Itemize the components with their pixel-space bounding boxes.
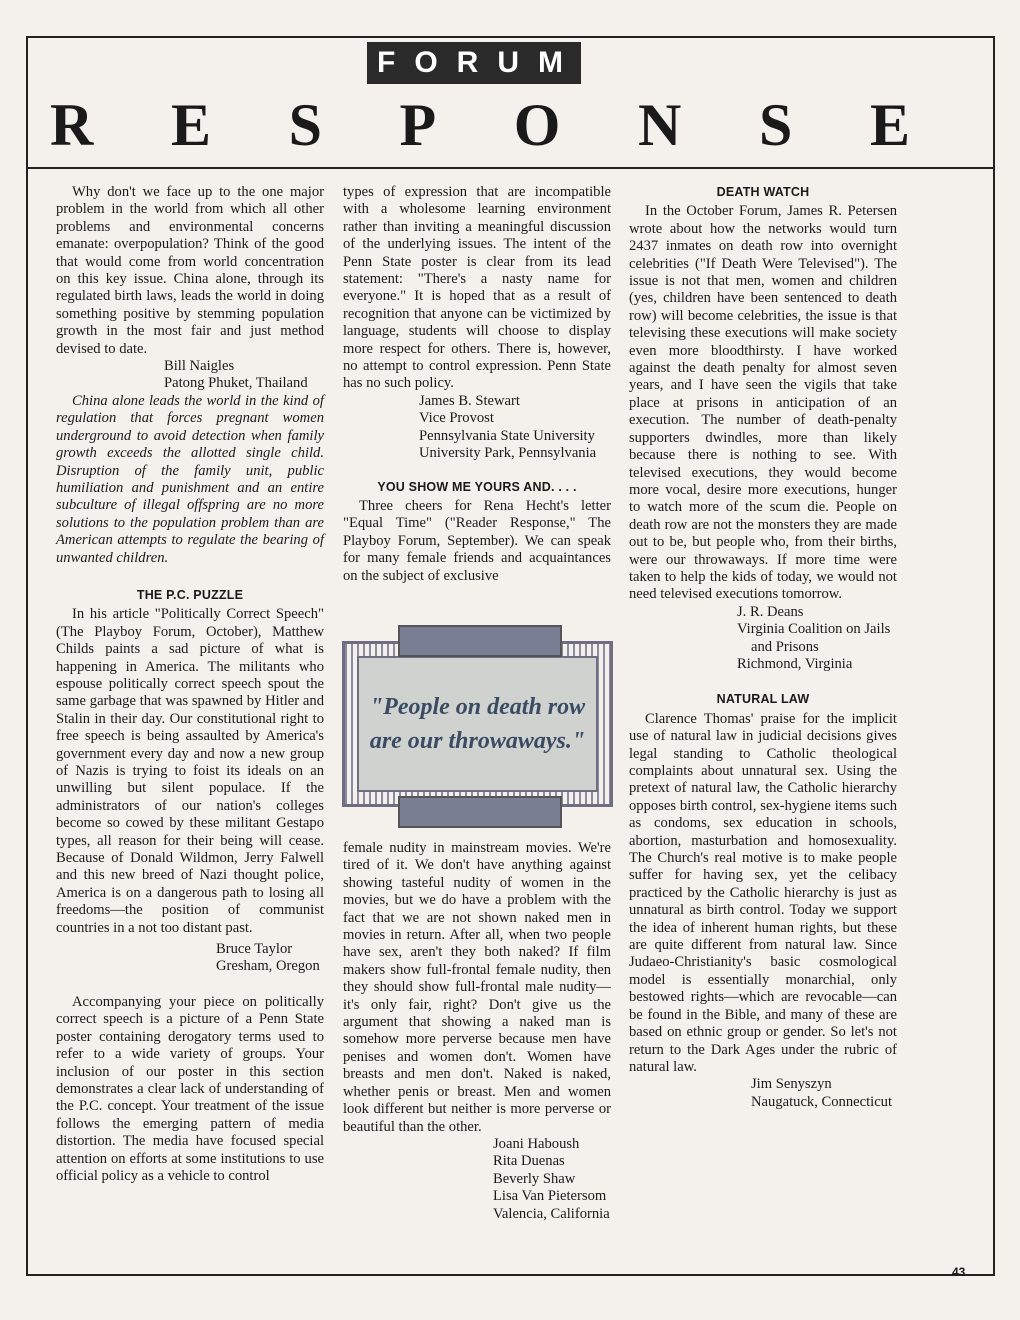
heading-letter: O	[513, 92, 561, 158]
heading-letter: S	[758, 92, 793, 158]
letter-paragraph: Why don't we face up to the one major problem in the world from which all other problems and environmental concerns emanate: overpopulation? Think of the good that would come from world concentration on this key issue. China alone, through its regulated birth laws, leads the world in doing something positive by stemming population growth in the most fair and just method devised to date.	[56, 184, 324, 357]
signature-place: Naugatuck, Connecticut	[751, 1093, 893, 1110]
signature-name: Bruce Taylor	[216, 941, 293, 958]
signature-line: and Prisons	[751, 638, 819, 655]
signature-line: Pennsylvania State University	[419, 427, 595, 444]
heading-letter: S	[288, 92, 322, 158]
section-heading: THE P.C. PUZZLE	[136, 587, 244, 602]
header-rule	[28, 167, 993, 169]
section-heading: YOU SHOW ME YOURS AND. . . .	[377, 479, 577, 494]
signature-name: Bill Naigles	[164, 358, 235, 375]
heading-letter: E	[170, 92, 211, 158]
decorative-tab	[398, 796, 562, 828]
pull-quote-box	[342, 623, 613, 807]
pull-quote-border	[342, 641, 613, 807]
response-heading	[50, 90, 910, 160]
letter-paragraph: Accompanying your piece on politically correct speech is a picture of a Penn State poster containing derogatory terms used to refer to a wide variety of groups. Your inclusion of our poster in this section demonstrates a clear lack of understanding of the P.C. concept. Your treatment of the issue follows the emerging pattern of media distortion. The media have focused special attention on efforts at some institutions to use official policy as a vehicle to control	[56, 993, 324, 1184]
signature-line: J. R. Deans	[737, 603, 804, 620]
signature-line: Vice Provost	[419, 410, 494, 427]
signature-line: Joani Haboush	[493, 1135, 580, 1152]
signature-place: Patong Phuket, Thailand	[164, 375, 308, 392]
letter-paragraph: female nudity in mainstream movies. We're tired of it. We don't have anything against showing tasteful nudity of women in the movies, but we do have a problem with the fact that we are not shown naked men in movies in return. After all, when two people have sex, aren't they both naked? If film makers show full-frontal female nudity, then they should show full-frontal male nudity—it's only fair, right? Don't give us the argument that showing a naked man is somehow more perverse because men have penises and women don't. Women have breasts and men don't. Naked is naked, whether penis or breast. Men and women look different but neither is more perverse or beautiful than the other.	[343, 840, 611, 1135]
page-number: 43	[952, 1265, 966, 1279]
decorative-tab	[398, 625, 562, 657]
letter-paragraph: Three cheers for Rena Hecht's letter "Equal Time" ("Reader Response," The Playboy Forum, September). We can speak for many female friends and acquaintances on the subject of exclusive	[343, 497, 611, 584]
letter-paragraph: In his article "Politically Correct Speech" (The Playboy Forum, October), Matthew Childs paints a sad picture of what is happening in America. The militants who espouse politically correct speech spout the same garbage that was spawned by Hitler and Stalin in their day. Our constitutional right to free speech is being assaulted by America's government every day and now a new group of Nazis is trying to foist its ideals on an unwilling but silent populace. If the administrators of our nation's colleges become so cowed by these militant Gestapo types, all reason for their being will cease. Because of Donald Wildmon, Jerry Falwell and this new breed of Nazi thought police, America is on a dangerous path to losing all freedoms—the position of communist countries in a not too distant past.	[56, 606, 324, 936]
pull-quote-text: "People on death row are our throwaways."	[357, 656, 598, 792]
section-heading: DEATH WATCH	[716, 185, 810, 199]
column-3	[629, 184, 897, 1111]
heading-letter: N	[638, 92, 682, 158]
signature-line: Valencia, California	[493, 1205, 610, 1222]
letter-paragraph: types of expression that are incompatible with a wholesome learning environment rather than inviting a meaningful discussion of the underlying issues. The intent of the Penn State poster is clear from its lead statement: "There's a nasty name for everyone." It is hoped that as a result of recognition that anyone can be victimized by language, students will choose to display more respect for others. There is, however, no attempt to control expression. Penn State has no such policy.	[343, 184, 611, 392]
forum-label: FORUM	[367, 42, 581, 84]
signature-line: Virginia Coalition on Jails	[737, 621, 891, 638]
heading-letter: P	[399, 92, 437, 158]
signature-line: University Park, Pennsylvania	[419, 445, 597, 462]
column-2-bottom	[343, 840, 611, 1223]
editor-reply: China alone leads the world in the kind of regulation that forces pregnant women underground to avoid detection when family growth exceeds the allotted single child. Disruption of the family unit, public humiliation and punishment and an entire subculture of illegal offspring are no more solutions to the population problem than are American attempts to regulate the bearing of unwanted children.	[56, 392, 324, 566]
column-1	[56, 184, 324, 1185]
letter-paragraph: Clarence Thomas' praise for the implicit use of natural law in judicial decisions gives legal standing to Catholic theological complaints about unnatural sex. Using the pretext of natural law, the Catholic hierarchy opposes birth control, sex-hygiene items such as condoms, sex education in schools, abortion, masturbation and homosexuality. The Church's real motive is to make people suffer for having sex, yet the celibacy practiced by the Catholic hierarchy is just as unnatural as birth control. Today we support the idea of inherent human rights, but these are quite different from natural law. Since Judaeo-Christianity's basic cosmological model is essentially monarchial, only bestowed rights—which are revocable—can be found in the Bible, and many of these are based on ethnic group or gender. So let's not return to the Dark Ages under the rubric of natural law.	[629, 710, 897, 1075]
signature-line: Rita Duenas	[493, 1153, 565, 1170]
signature-line: Beverly Shaw	[493, 1170, 576, 1187]
letter-paragraph: In the October Forum, James R. Petersen wrote about how the networks would turn 2437 inmates on death row into overnight celebrities ("If Death Were Televised"). The issue is not that men, women and children (yes, children have been sentenced to death row) will become celebrities, the issue is that televising these executions will make society even more bloodthirsty. I have worked against the death penalty for almost seven years, and I have seen the vigils that take place at prisons in anticipation of an execution. The number of death-penalty supporters dwindles, more than likely because there is nothing to see. With televised executions, they would become more vocal, desire more executions, hunger to watch more of the scum die. People on death row are not the monsters they are made out to be, but people who, from their births, were our throwaways. If more time were taken to help the kids of today, we would not need televised executions tomorrow.	[629, 203, 897, 603]
section-heading: NATURAL LAW	[716, 692, 810, 707]
signature-line: James B. Stewart	[419, 392, 520, 409]
column-2-top	[343, 184, 611, 585]
heading-letter: R	[50, 92, 94, 158]
signature-name: Jim Senyszyn	[751, 1076, 832, 1093]
signature-line: Lisa Van Pietersom	[493, 1188, 607, 1205]
signature-place: Gresham, Oregon	[216, 958, 320, 975]
signature-line: Richmond, Virginia	[737, 655, 853, 672]
heading-letter: E	[869, 92, 910, 158]
